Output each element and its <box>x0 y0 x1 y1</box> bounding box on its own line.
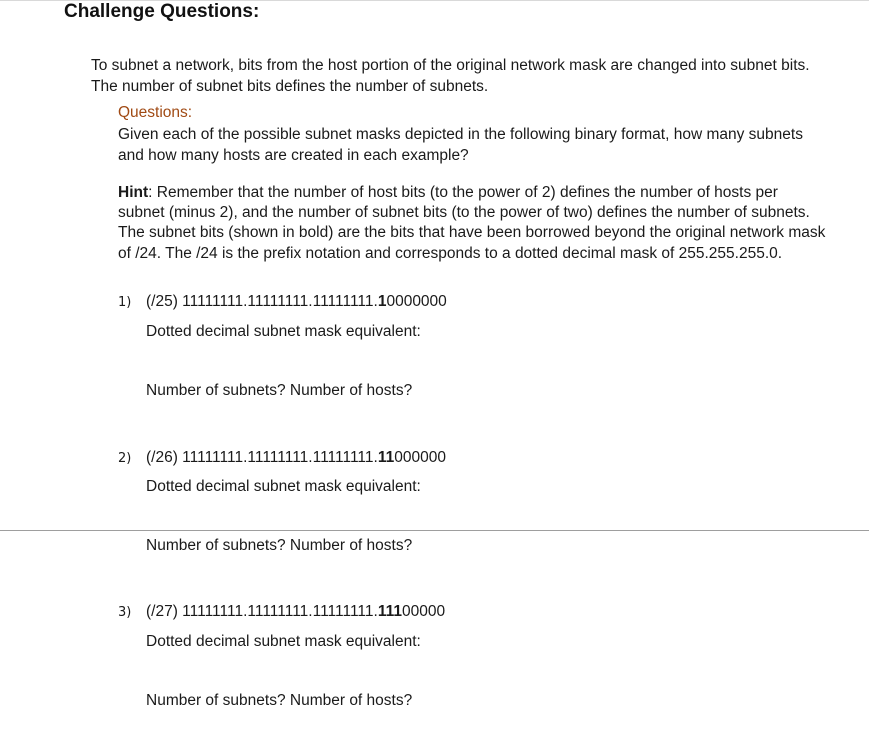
question-3-count-label: Number of subnets? Number of hosts? <box>146 692 413 709</box>
question-number: 2) <box>118 451 132 466</box>
hint-text: : Remember that the number of host bits (to the power of 2) defines the number of hosts per subnet (minus 2), and the number of subnet bits (to the power of two) defines the number of subnets. The subnet bits (shown in bold) are the bits that have been borrowed beyond the original network mask of /24. The /24 is the prefix notation and corresponds to a dotted decimal mask of 255.255.255.0. <box>118 184 826 262</box>
question-number: 3) <box>118 605 132 620</box>
question-2-count-label: Number of subnets? Number of hosts? <box>146 537 413 554</box>
hint-label: Hint <box>118 184 149 201</box>
question-1-mask <box>118 293 447 311</box>
mask-prefix: (/25) 11111111.11111111.11111111. <box>146 293 378 310</box>
mask-host-bits: 0000000 <box>386 293 447 310</box>
page-break-divider <box>0 530 869 531</box>
hint-paragraph <box>118 183 828 264</box>
mask-host-bits: 000000 <box>394 449 446 466</box>
mask-subnet-bits: 1 <box>377 293 387 310</box>
intro-paragraph: To subnet a network, bits from the host portion of the original network mask are changed into subnet bits. The number of subnet bits defines the number of subnets. <box>91 57 810 95</box>
question-2-mask <box>118 449 446 467</box>
question-1-count-label: Number of subnets? Number of hosts? <box>146 382 413 399</box>
question-number: 1) <box>118 295 132 310</box>
question-3-dotted-label: Dotted decimal subnet mask equivalent: <box>146 633 421 650</box>
mask-prefix: (/26) 11111111.11111111.11111111. <box>146 449 378 466</box>
question-1-dotted-label: Dotted decimal subnet mask equivalent: <box>146 323 421 340</box>
question-3-mask <box>118 603 445 621</box>
mask-host-bits: 00000 <box>401 603 446 620</box>
mask-subnet-bits: 11 <box>377 449 395 466</box>
page-title: Challenge Questions: <box>64 1 260 22</box>
mask-prefix: (/27) 11111111.11111111.11111111. <box>146 603 378 620</box>
question-2-dotted-label: Dotted decimal subnet mask equivalent: <box>146 478 421 495</box>
questions-text: Given each of the possible subnet masks depicted in the following binary format, how many subnets and how many hosts are created in each example? <box>118 126 803 164</box>
questions-label: Questions: <box>118 104 193 121</box>
mask-subnet-bits: 111 <box>377 603 402 620</box>
